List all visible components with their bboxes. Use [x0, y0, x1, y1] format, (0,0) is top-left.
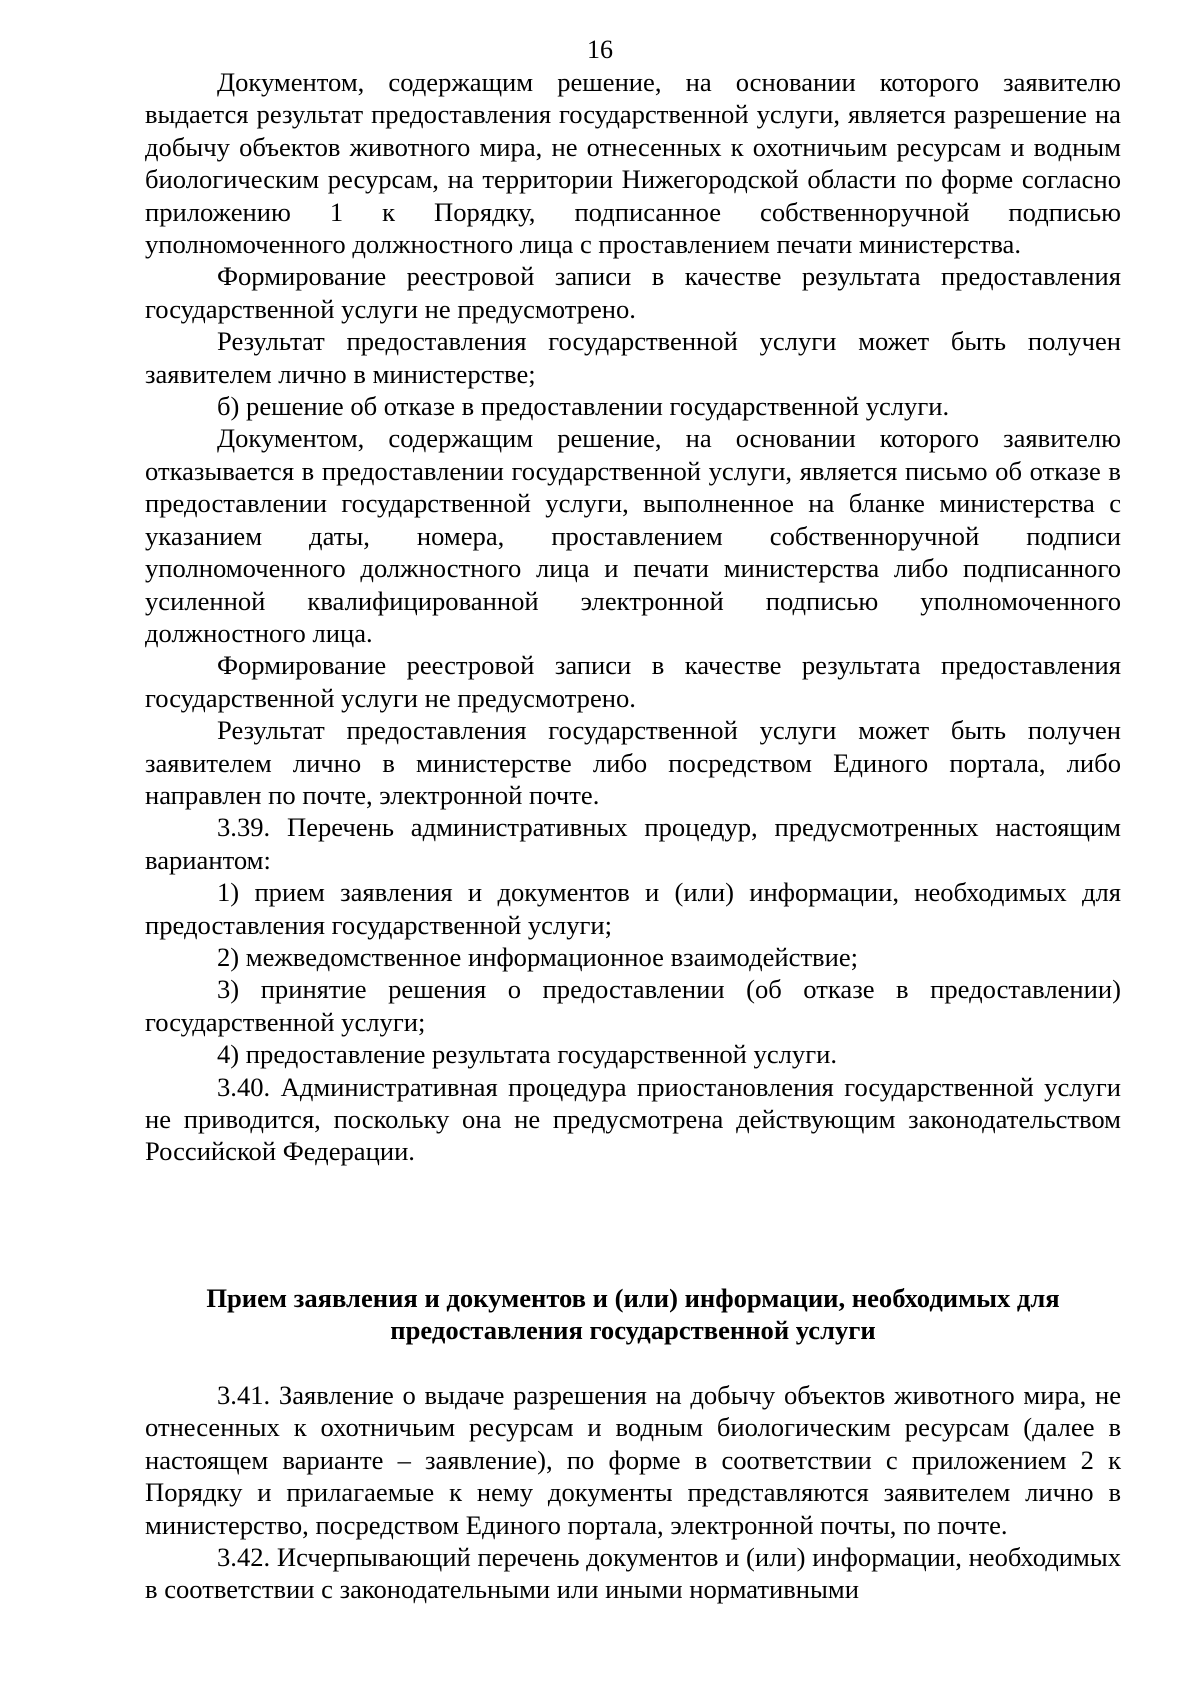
paragraph: Формирование реестровой записи в качестве результата предоставления государственной услуги не предусмотрено.: [145, 261, 1121, 324]
page-number: 16: [587, 35, 613, 64]
paragraph: 3.41. Заявление о выдаче разрешения на добычу объектов животного мира, не отнесенных к охотничьим ресурсам и водным биологическим ресурсам (далее в настоящем варианте – заявление), по форме в соответствии с приложением 2 к Порядку и прилагаемые к нему документы представляются заявителем лично в министерство, посредством Единого портала, электронной почты, по почте.: [145, 1380, 1121, 1540]
paragraph: 3.39. Перечень административных процедур, предусмотренных настоящим вариантом:: [145, 812, 1121, 875]
paragraph: Документом, содержащим решение, на основании которого заявителю выдается результат предоставления государственной услуги, является разрешение на добычу объектов животного мира, не отнесенных к охотничьим ресурсам и водным биологическим ресурсам, на территории Нижегородской области по форме согласно приложению 1 к Порядку, подписанное собственноручной подписью уполномоченного должностного лица с проставлением печати министерства.: [145, 67, 1121, 260]
paragraph: Формирование реестровой записи в качестве результата предоставления государственной услуги не предусмотрено.: [145, 650, 1121, 713]
document-body-section-1: [145, 66, 1121, 1168]
paragraph: Документом, содержащим решение, на основании которого заявителю отказывается в предоставлении государственной услуги, является письмо об отказе в предоставлении государственной услуги, выполненное на бланке министерства с указанием даты, номера, проставлением собственноручной подписи уполномоченного должностного лица и печати министерства либо подписанного усиленной квалифицированной электронной подписью уполномоченного должностного лица.: [145, 423, 1121, 648]
paragraph: 3.40. Административная процедура приостановления государственной услуги не приводится, поскольку она не предусмотрена действующим законодательством Российской Федерации.: [145, 1071, 1121, 1167]
section-heading: Прием заявления и документов и (или) информации, необходимых для предоставления государственной услуги: [206, 1283, 1060, 1346]
list-item: 2) межведомственное информационное взаимодействие;: [217, 941, 859, 972]
list-item: 1) прием заявления и документов и (или) информации, необходимых для предоставления государственной услуги;: [145, 877, 1121, 940]
paragraph: б) решение об отказе в предоставлении государственной услуги.: [217, 391, 950, 422]
paragraph: Результат предоставления государственной услуги может быть получен заявителем лично в министерстве;: [145, 326, 1121, 389]
list-item: 3) принятие решения о предоставлении (об отказе в предоставлении) государственной услуги;: [145, 974, 1121, 1037]
list-item: 4) предоставление результата государственной услуги.: [217, 1039, 838, 1070]
document-body-section-2: [145, 1379, 1121, 1606]
paragraph: 3.42. Исчерпывающий перечень документов и (или) информации, необходимых в соответствии с законодательными или иными нормативными: [145, 1542, 1121, 1605]
paragraph: Результат предоставления государственной услуги может быть получен заявителем лично в министерстве либо посредством Единого портала, либо направлен по почте, электронной почте.: [145, 715, 1121, 810]
